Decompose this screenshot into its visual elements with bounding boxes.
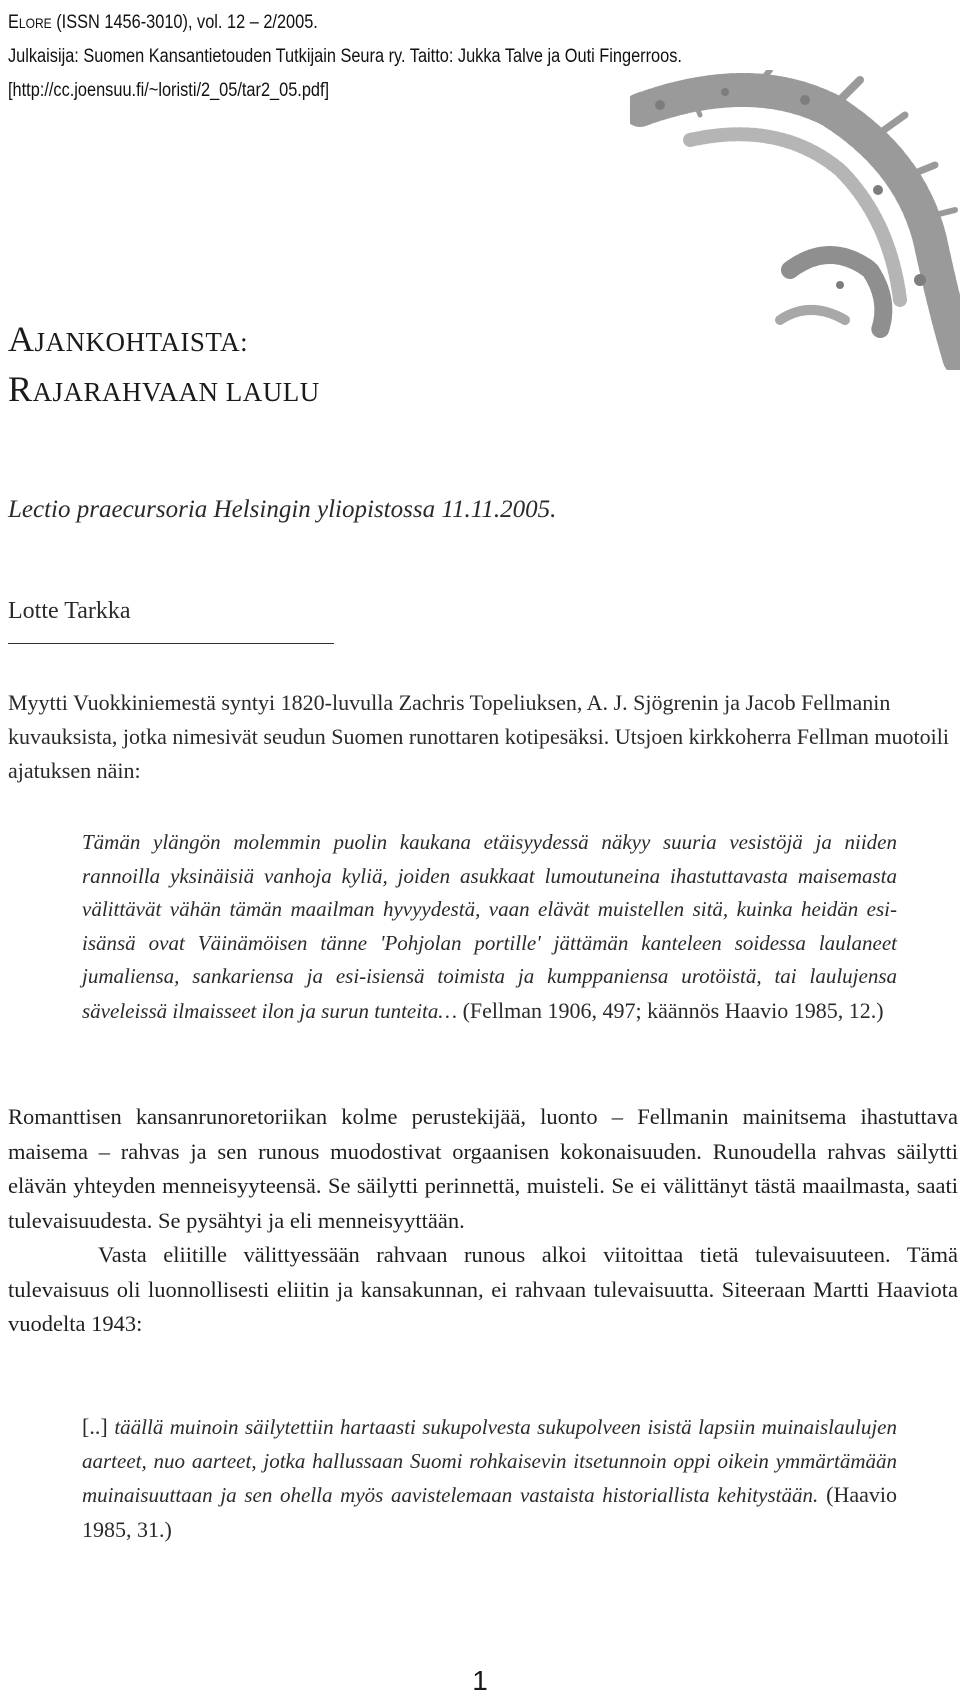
author-rule [8, 643, 334, 644]
quote1-text: Tämän ylängön molemmin puolin kaukana etäisyydessä näkyy suuria vesistöjä ja niiden rannoilla yksinäisiä vanhoja kyliä, joiden asukkaat lumoutuneina ihastuttavasta maisemasta välittävät vähän tämän maailman hyvyydestä, vaan elävät muistellen sitä, kuinka heidän esi-isänsä ovat Väinämöisen tänne 'Pohjolan portille' jättämän kanteleen soidessa laulaneet jumaliensa, sankariensa ja esi-isiensä toimista ja kumppaniensa urotöistä, tai laulujensa säveleissä ilmaisseet ilon ja surun tunteita… [82, 830, 897, 1023]
intro-paragraph: Myytti Vuokkiniemestä syntyi 1820-luvulla Zachris Topeliuksen, A. J. Sjögrenin ja Jacob Fellmanin kuvauksista, jotka nimesivät seudun Suomen runottaren kotipesäksi. Utsjoen kirkkoherra Fellman muotoili ajatuksen näin: [8, 690, 949, 783]
quote2-prefix: [..] [82, 1414, 115, 1439]
article-title-line2 [8, 368, 320, 410]
article-title-line1 [8, 318, 248, 360]
journal-name-rest: LORE [18, 15, 52, 31]
title1-initial: A [8, 319, 35, 359]
block-quote-haavio [82, 1410, 897, 1547]
journal-line [8, 6, 682, 40]
title2-initial: R [8, 369, 33, 409]
block-quote-fellman [82, 826, 897, 1028]
title2-rest: AJARAHVAAN LAULU [32, 377, 320, 407]
swirl-ornament-icon [630, 70, 960, 370]
title1-rest: JANKOHTAISTA: [34, 327, 249, 357]
body-paragraph-3: Vasta eliitille välittyessään rahvaan runous alkoi viitoittaa tietä tulevaisuuteen. Tämä tulevaisuus oli luonnollisesti eliitin ja kansakunnan, ei rahvaan tulevaisuutta. Siteeraan Martti Haaviota vuodelta 1943: [8, 1242, 958, 1336]
quote2-text: täällä muinoin säilytettiin hartaasti sukupolvesta sukupolveen isistä lapsiin muinaislaulujen aarteet, nuo aarteet, jotka hallussaan Suomi rohkaisevin itsetunnoin oppi oikein ymmärtämään muinaisuuttaan ja sen ohella myös aavistelemaan vastaista historiallista kehitystään. [82, 1415, 897, 1507]
journal-header [8, 6, 682, 108]
body-text [8, 1100, 958, 1342]
journal-name-initial: E [8, 12, 19, 33]
page-number: 1 [472, 1665, 488, 1696]
author-name: Lotte Tarkka [8, 598, 131, 624]
quote1-citation: (Fellman 1906, 497; käännös Haavio 1985, 12.) [457, 997, 884, 1023]
publisher-line: Julkaisija: Suomen Kansantietouden Tutkijain Seura ry. Taitto: Jukka Talve ja Outi Fingerroos. [8, 46, 682, 67]
source-url[interactable]: [http://cc.joensuu.fi/~loristi/2_05/tar2_05.pdf] [8, 80, 330, 101]
issn-volume: (ISSN 1456-3010), vol. 12 – 2/2005. [51, 12, 318, 33]
lectio-line: Lectio praecursoria Helsingin yliopistossa 11.11.2005. [8, 496, 557, 523]
quote2-citation: (Haavio 1985, 31.) [82, 1482, 897, 1542]
body-paragraph-2: Romanttisen kansanrunoretoriikan kolme perustekijää, luonto – Fellmanin mainitsema ihastuttava maisema – rahvas ja sen runous muodostivat orgaanisen kokonaisuuden. Runoudella rahvas säilytti elävän yhteyden menneisyyteensä. Se säilytti perinnettä, muisteli. Se ei välittänyt tästä maailmasta, saati tulevaisuudesta. Se pysähtyi ja eli menneisyyttään. [8, 1104, 958, 1233]
